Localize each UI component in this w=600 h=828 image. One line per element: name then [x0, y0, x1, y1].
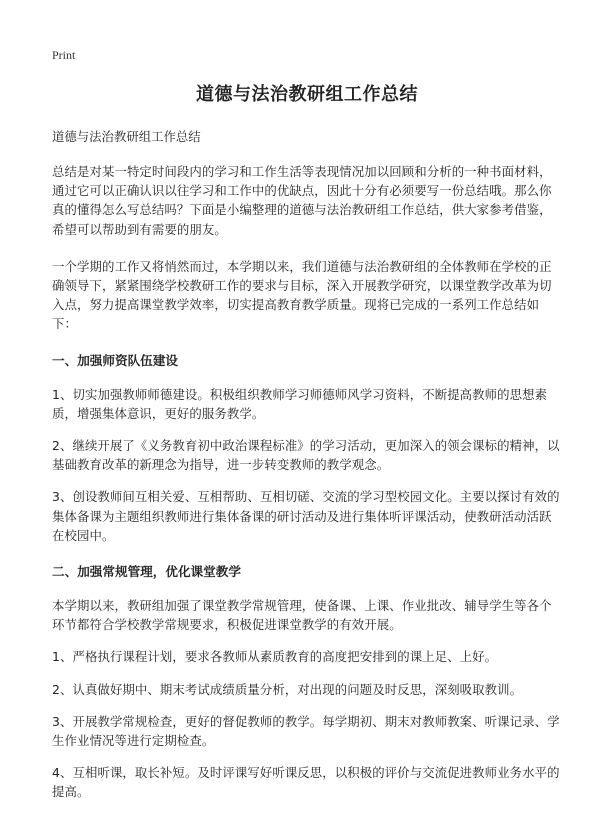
section-1-item-2: 2、继续开展了《义务教育初中政治课程标准》的学习活动，更加深入的领会课标的精神，以基础教育改革的新理念为指导，进一步转变教师的教学观念。	[52, 438, 560, 473]
intro-paragraph-2: 一个学期的工作又将悄然而过，本学期以来，我们道德与法治教研组的全体教师在学校的正确领导下，紧紧围绕学校教研工作的要求与目标，深入开展教学研究，以课堂教学改革为切入点，努力提高课堂教学效率，切实提高教育教学质量。现将已完成的一系列工作总结如下：	[52, 258, 552, 332]
document-subtitle: 道德与法治教研组工作总结	[52, 129, 201, 144]
section-2-item-3: 3、开展教学常规检查，更好的督促教师的教学。每学期初、期末对教师教案、听课记录、学生作业情况等进行定期检查。	[52, 713, 560, 749]
section-1-item-1: 1、切实加强教师师德建设。积极组织教师学习师德师风学习资料，不断提高教师的思想素质，增强集体意识，更好的服务教学。	[52, 386, 548, 421]
section-heading-1: 一、加强师资队伍建设	[52, 352, 178, 368]
document-page	[52, 44, 562, 802]
section-1-item-3: 3、创设教师间互相关爱、互相帮助、互相切磋、交流的学习型校园文化。主要以探讨有效的集体备课为主题组织教师进行集体备课的研讨活动及进行集体听评课活动，使教研活动活跃在校园中。	[52, 489, 560, 543]
intro-paragraph-1: 总结是对某一特定时间段内的学习和工作生活等表现情况加以回顾和分析的一种书面材料，通过它可以正确认识以往学习和工作中的优缺点，因此十分有必须要写一份总结哦。那么你真的懂得怎么写总结吗？下面是小编整理的道德与法治教研组工作总结，供大家参考借鉴，希望可以帮助到有需要的朋友。	[52, 164, 552, 237]
section-2-lead: 本学期以来，教研组加强了课堂教学常规管理，使备课、上课、作业批改、辅导学生等各个环节都符合学校教学常规要求，积极促进课堂教学的有效开展。	[52, 598, 552, 633]
section-2-item-4: 4、互相听课，取长补短。及时评课写好听课反思，以积极的评价与交流促进教师业务水平的提高。	[52, 765, 560, 800]
section-heading-2: 二、加强常规管理，优化课堂教学	[52, 564, 241, 580]
print-link[interactable]: Print	[52, 48, 76, 62]
section-2-item-1: 1、严格执行课程计划，要求各教师从素质教育的高度把安排到的课上足、上好。	[52, 649, 498, 665]
page-title: 道德与法治教研组工作总结	[196, 84, 418, 105]
section-2-item-2: 2、认真做好期中、期末考试成绩质量分析，对出现的问题及时反思，深刻吸取教训。	[52, 681, 523, 697]
